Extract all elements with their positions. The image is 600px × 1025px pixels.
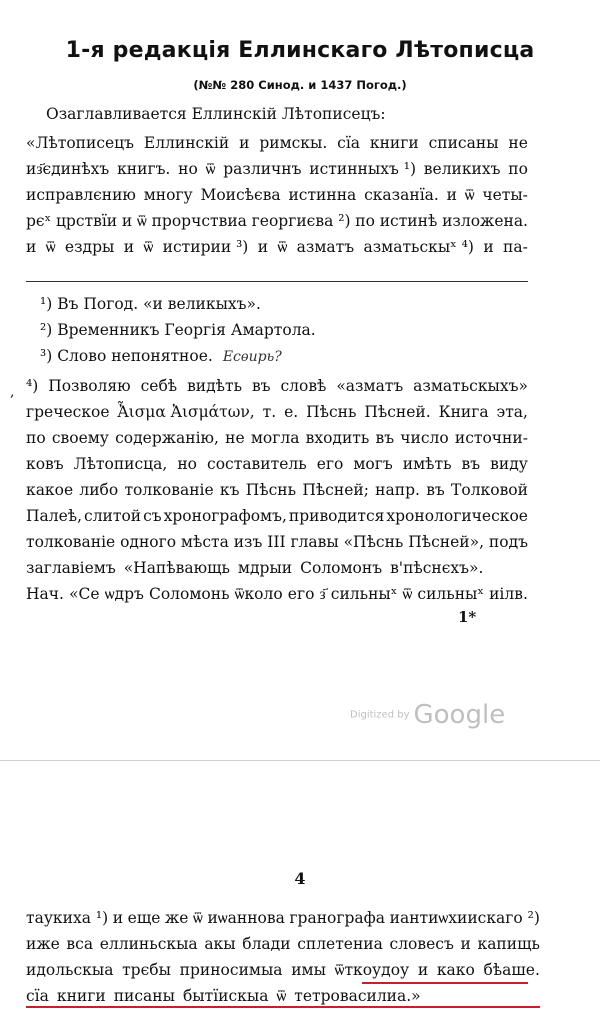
word: ѿ	[137, 212, 147, 230]
word: эта,	[496, 403, 528, 421]
word: и	[239, 134, 250, 152]
word: Толковой	[451, 481, 528, 499]
word: III	[267, 533, 286, 551]
footnote4-line	[26, 506, 528, 526]
word: ѿ	[402, 585, 413, 603]
word: Соломонь	[148, 585, 230, 603]
word: Соломонъ	[300, 559, 383, 577]
margin-mark: ,	[10, 384, 15, 400]
word: видѣть	[187, 377, 243, 395]
word: капищь	[477, 935, 540, 953]
word: могъ	[353, 455, 393, 473]
word: и	[123, 238, 135, 256]
word: сказанїа.	[364, 186, 439, 204]
word: могла	[250, 429, 300, 447]
word: Нач.	[26, 585, 64, 603]
word: какое	[26, 481, 74, 499]
word: составитель	[207, 455, 307, 473]
footnote4-line	[26, 532, 528, 552]
word: напр.	[375, 481, 420, 499]
word: исправлєнию	[26, 186, 136, 204]
word: Пѣсней;	[302, 481, 369, 499]
page-subtitle: (№№ 280 Синод. и 1437 Погод.)	[193, 78, 407, 92]
book-page-lower	[0, 760, 600, 1025]
body-line	[26, 133, 528, 153]
word: Еллинскій	[143, 134, 230, 152]
word: источни-	[454, 429, 528, 447]
word: азматьскыˣ ⁴)	[363, 238, 474, 256]
word: имѣть	[402, 455, 452, 473]
word: иiлв.	[489, 585, 528, 603]
word: и	[446, 186, 457, 204]
signature-mark: 1*	[458, 608, 477, 626]
word: бѣаше.	[483, 961, 540, 979]
word: сїа	[26, 987, 49, 1005]
word: Книга	[438, 403, 489, 421]
handwritten-annotation: Есѳирь?	[222, 349, 282, 365]
footnote4-line	[26, 428, 528, 448]
word: истинныхъ ¹)	[309, 160, 416, 178]
word: толкованіе	[26, 533, 116, 551]
page2-line	[26, 908, 540, 928]
red-underline-2	[26, 1006, 540, 1008]
footnote-2: ²) Временникъ Георгія Амартола.	[40, 321, 316, 339]
body-line	[26, 185, 528, 205]
word: Моисѣєва	[200, 186, 281, 204]
word: греческое	[26, 403, 110, 421]
word: идольскыа	[26, 961, 114, 979]
word: подъ	[488, 533, 528, 551]
word: не	[508, 134, 528, 152]
word: многу	[143, 186, 193, 204]
word: писаны	[113, 987, 175, 1005]
word: таукиха ¹)	[26, 909, 109, 927]
word: иже	[26, 935, 60, 953]
red-underline-1	[362, 982, 528, 984]
body-line	[26, 159, 528, 179]
word: по	[355, 212, 375, 230]
word: въ	[426, 481, 445, 499]
word: къ	[219, 481, 240, 499]
word: азматъ	[296, 238, 355, 256]
word: иантиѡхиискаго ²)	[389, 909, 540, 927]
word: из҃єдинѣхъ	[26, 160, 110, 178]
word: ѿ	[464, 186, 475, 204]
page2-line	[26, 934, 540, 954]
word: его	[287, 585, 315, 603]
word: «Напѣвающь	[123, 559, 230, 577]
word: «азматъ	[336, 377, 404, 395]
word: «Пѣснь	[343, 533, 404, 551]
word: приносимыа	[179, 961, 283, 979]
word: истинна	[288, 186, 357, 204]
body-line	[26, 237, 528, 257]
word: его	[316, 455, 344, 473]
word: вса	[66, 935, 94, 953]
footnote4-line	[26, 480, 528, 500]
footnote4-line	[26, 584, 528, 604]
word: и	[483, 238, 494, 256]
word: входить	[305, 429, 370, 447]
word: хронологическое	[386, 507, 528, 525]
page-number: 4	[294, 869, 306, 888]
word: Пѣснь	[306, 403, 357, 421]
word: великихъ	[423, 160, 501, 178]
word: заглавіемъ	[26, 559, 116, 577]
word: ѿ	[277, 238, 288, 256]
word: и	[257, 238, 269, 256]
word: одного	[120, 533, 177, 551]
word: сплетениа	[297, 935, 383, 953]
word: въ	[461, 455, 481, 473]
word: ездры	[64, 238, 115, 256]
google-watermark	[350, 700, 505, 730]
word: сїа	[337, 134, 361, 152]
word: въ	[375, 429, 395, 447]
word: словѣ	[280, 377, 327, 395]
word: словесъ	[389, 935, 454, 953]
page2-line	[26, 960, 540, 980]
word: книги	[56, 987, 106, 1005]
word: римскы.	[259, 134, 328, 152]
footnote4-line	[26, 402, 528, 422]
word: е.	[284, 403, 299, 421]
page2-line	[26, 986, 421, 1006]
word: истинѣ	[379, 212, 438, 230]
word: ѿ	[193, 909, 203, 927]
word: рєˣ	[26, 212, 52, 230]
word: своему	[51, 429, 109, 447]
word: Пѣсней.	[364, 403, 431, 421]
word: ѿ	[143, 238, 154, 256]
word: т.	[262, 403, 277, 421]
word: блади	[242, 935, 291, 953]
intro-line: Озаглавливается Еллинскій Лѣтописецъ:	[46, 105, 386, 123]
word: црствїи	[55, 212, 118, 230]
word: истирии ³)	[162, 238, 249, 256]
footnote4-line	[26, 454, 528, 474]
word: либо	[79, 481, 119, 499]
footnote-3-text: ³) Слово непонятное.	[40, 347, 213, 365]
word: содержанію,	[115, 429, 219, 447]
watermark-google-logo: Google	[413, 700, 506, 730]
word: сильныˣ	[330, 585, 398, 603]
word: по	[26, 429, 46, 447]
word: бытїискыа	[182, 987, 269, 1005]
word: ѿколо	[234, 585, 283, 603]
word: како	[436, 961, 475, 979]
word: и	[460, 935, 471, 953]
word: з҃	[319, 585, 326, 603]
word: и	[417, 961, 429, 979]
word: ковъ	[26, 455, 64, 473]
word: прорчствиа	[151, 212, 247, 230]
page-title: 1-я редакція Еллинскаго Лѣтописца	[65, 38, 535, 63]
word: трєбы	[122, 961, 171, 979]
word: но	[177, 455, 198, 473]
word: «Лѣтописецъ	[26, 134, 135, 152]
word: сильныˣ	[417, 585, 484, 603]
word: Палеѣ,	[26, 507, 83, 525]
word: и	[112, 909, 124, 927]
watermark-digitized: Digitized by	[350, 709, 410, 721]
word: тетровасилиа.»	[294, 987, 421, 1005]
word: себѣ	[140, 377, 178, 395]
word: виду	[490, 455, 528, 473]
word: книги	[369, 134, 419, 152]
word: имы	[291, 961, 326, 979]
footnote-1: ¹) Въ Погод. «и великыхъ».	[40, 295, 261, 313]
word: слитой	[84, 507, 142, 525]
word: списаны	[428, 134, 499, 152]
word: Позволяю	[48, 377, 131, 395]
word: акы	[204, 935, 236, 953]
word: ѿ	[276, 987, 287, 1005]
word: въ	[251, 377, 271, 395]
word: па-	[503, 238, 528, 256]
word: георгиєва ²)	[251, 212, 351, 230]
word: изложена.	[442, 212, 528, 230]
word: различнъ	[223, 160, 302, 178]
word: «Се	[69, 585, 100, 603]
word: съ	[143, 507, 162, 525]
footnote4-line	[26, 376, 528, 396]
word: ѿ	[205, 160, 216, 178]
word: четы-	[482, 186, 528, 204]
word: Лѣтописца,	[73, 455, 168, 473]
word: книгъ.	[117, 160, 171, 178]
word: изъ	[233, 533, 263, 551]
word: мѣста	[180, 533, 229, 551]
word: ѿ	[45, 238, 56, 256]
word: Ἆισμα Ἀισμάτων,	[117, 403, 255, 421]
word: главы	[290, 533, 339, 551]
word: в'пѣснєхъ».	[390, 559, 484, 577]
body-line	[26, 211, 528, 231]
word: иѡаннова	[207, 909, 285, 927]
footnote-divider	[26, 281, 528, 282]
word: еллиньскыа	[99, 935, 198, 953]
word: ѿткоудоу	[334, 961, 410, 979]
word: азматьскыхъ»	[413, 377, 528, 395]
word: и	[26, 238, 37, 256]
word: толкованіе	[124, 481, 214, 499]
word: не	[225, 429, 245, 447]
word: число	[400, 429, 449, 447]
word: Пѣсней»,	[408, 533, 485, 551]
word: же	[165, 909, 189, 927]
footnote-3	[40, 346, 282, 367]
word: Пѣснь	[245, 481, 297, 499]
word: приводится	[288, 507, 385, 525]
footnote4-line	[26, 558, 483, 578]
word: хронографомъ,	[163, 507, 287, 525]
word: гранографа	[289, 909, 386, 927]
word: ѡдръ	[104, 585, 144, 603]
word: и	[121, 212, 133, 230]
word: по	[508, 160, 528, 178]
word: но	[178, 160, 198, 178]
word: еще	[127, 909, 161, 927]
word: мдрыи	[237, 559, 293, 577]
word: ⁴)	[26, 377, 39, 395]
